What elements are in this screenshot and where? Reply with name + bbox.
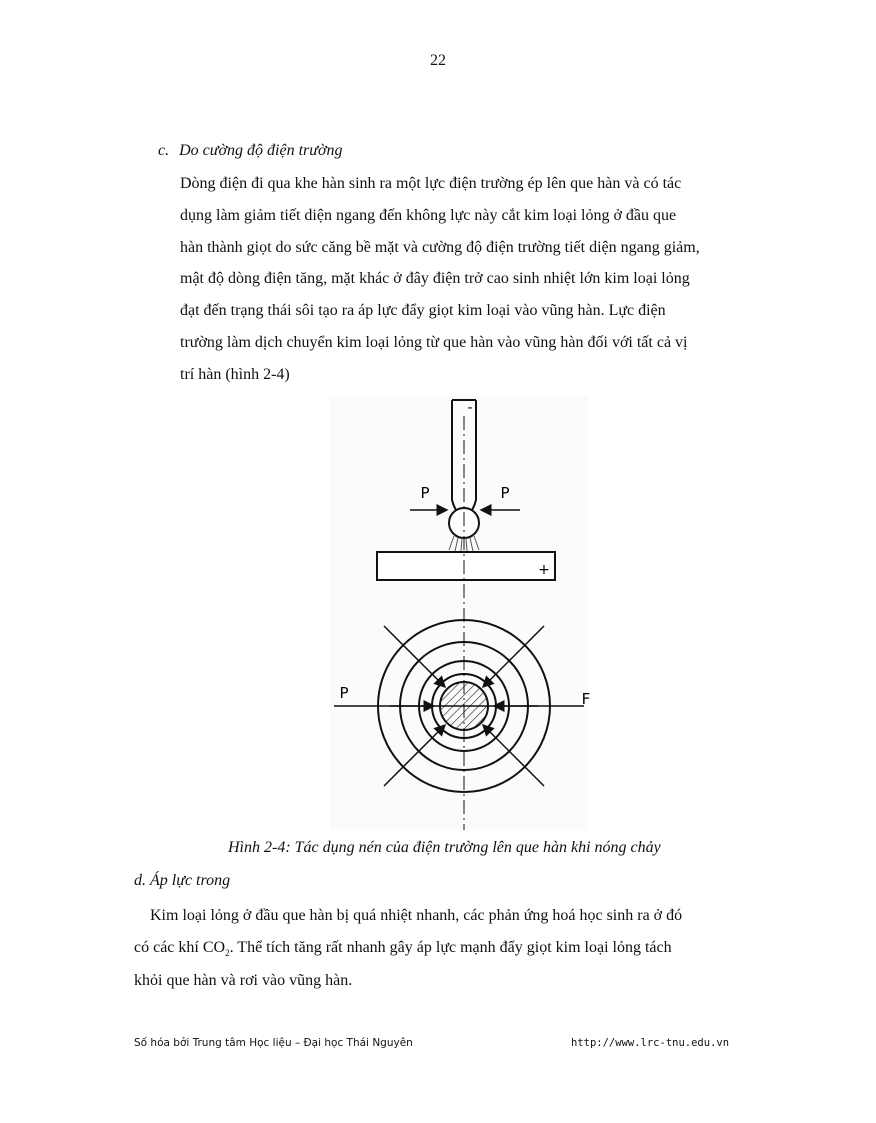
force-label-left: P bbox=[420, 484, 430, 502]
section-c-title: Do cường độ điện trường bbox=[179, 142, 343, 159]
workpiece-plate bbox=[377, 552, 555, 580]
paragraph-line: trường làm dịch chuyển kim loại lỏng từ que hàn vào vũng hàn đối với tất cả vị bbox=[180, 333, 688, 351]
page-number: 22 bbox=[430, 52, 446, 69]
section-d-paragraph bbox=[134, 900, 682, 998]
paragraph-line: khỏi que hàn và rơi vào vũng hàn. bbox=[134, 972, 353, 990]
section-c-heading bbox=[158, 142, 343, 160]
force-label-right: P bbox=[500, 484, 510, 502]
ring-force-label-right: F bbox=[581, 690, 591, 708]
paragraph-line: mật độ dòng điện tăng, mặt khác ở đây điện trở cao sinh nhiệt lớn kim loại lỏng bbox=[180, 270, 690, 288]
figure-caption: Hình 2-4: Tác dụng nén của điện trường lên que hàn khi nóng chảy bbox=[228, 839, 661, 856]
electrode-sign: - bbox=[467, 400, 473, 416]
paragraph-line: Dòng điện đi qua khe hàn sinh ra một lực điện trường ép lên que hàn và có tác bbox=[180, 175, 682, 192]
figure-2-4 bbox=[330, 396, 591, 830]
plate-sign: + bbox=[538, 562, 550, 578]
figure-background bbox=[330, 396, 588, 830]
footer-source: Số hóa bởi Trung tâm Học liệu – Đại học Thái Nguyên bbox=[134, 1037, 413, 1049]
section-d-heading: d. Áp lực trong bbox=[134, 872, 231, 889]
section-c-label: c. bbox=[158, 142, 170, 159]
paragraph-line: hàn thành giọt do sức căng bề mặt và cường độ điện trường tiết diện ngang giảm, bbox=[180, 238, 700, 256]
paragraph-line: đạt đến trạng thái sôi tạo ra áp lực đẩy giọt kim loại vào vũng hàn. Lực điện bbox=[180, 302, 666, 320]
welding-diagram bbox=[330, 396, 591, 830]
subscript: 2 bbox=[225, 948, 230, 959]
paragraph-line: Kim loại lỏng ở đầu que hàn bị quá nhiệt nhanh, các phản ứng hoá học sinh ra ở đó bbox=[150, 907, 683, 924]
footer-url[interactable]: http://www.lrc-tnu.edu.vn bbox=[571, 1037, 730, 1049]
paragraph-line: dụng làm giảm tiết diện ngang đến không lực này cắt kim loại lỏng ở đầu que bbox=[180, 206, 677, 224]
section-c-paragraph bbox=[180, 168, 700, 391]
paragraph-line: trí hàn (hình 2-4) bbox=[180, 365, 290, 383]
paragraph-line: có các khí $CO_2$. Thể tích tăng rất nhanh gây áp lực mạnh đẩy giọt kim loại lỏng tách bbox=[134, 939, 672, 959]
ring-force-label-left: P bbox=[339, 684, 349, 702]
